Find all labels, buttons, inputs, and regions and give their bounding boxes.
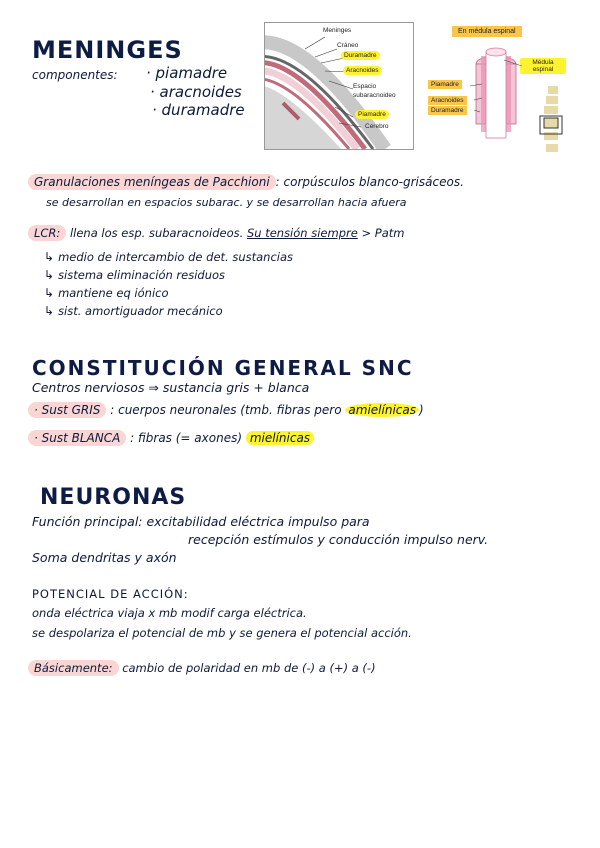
granulaciones-line1: [28, 175, 464, 189]
label-espacio: Espacio: [353, 83, 377, 90]
basicamente-label: Básicamente:: [28, 660, 119, 676]
spinal-cord-illustration: [424, 22, 584, 158]
components-label: componentes:: [32, 68, 118, 82]
sust-blanca-text: : fibras (= axones): [130, 431, 243, 445]
label-duramadre-right: Duramadre: [428, 106, 467, 115]
lcr-item-text: sist. amortiguador mecánico: [58, 304, 223, 318]
label-meninges: Meninges: [323, 27, 352, 34]
sust-gris-text: : cuerpos neuronales (tmb. fibras pero: [110, 403, 342, 417]
component-piamadre: · piamadre: [146, 64, 228, 82]
lcr-list: [44, 248, 293, 320]
granulaciones-rest: : corpúsculos blanco-grisáceos.: [275, 175, 464, 189]
lcr-line: [28, 226, 404, 240]
lcr-underlined: Su tensión siempre: [246, 226, 358, 240]
lcr-item: [44, 266, 293, 284]
arrow-icon: ↳: [44, 268, 55, 282]
lcr-item-text: mantiene eq iónico: [58, 286, 169, 300]
label-piamadre-right: Piamadre: [428, 80, 462, 89]
label-aracnoides-right: Aracnoides: [428, 96, 467, 105]
label-cerebro: Cerebro: [365, 123, 389, 130]
granulaciones-line2: se desarrollan en espacios subarac. y se desarrollan hacia afuera: [46, 196, 407, 209]
spinal-cord-diagram: [424, 22, 584, 158]
neuronas-line3: Soma dendritas y axón: [32, 550, 177, 565]
lcr-item: [44, 284, 293, 302]
component-aracnoides: · aracnoides: [150, 83, 242, 101]
component-duramadre: · duramadre: [152, 101, 245, 119]
arrow-icon: ↳: [44, 286, 55, 300]
mielinicas-highlight: mielínicas: [246, 431, 314, 445]
potencial-line2: se despolariza el potencial de mb y se genera el potencial acción.: [32, 626, 412, 640]
neuronas-title: NEURONAS: [40, 485, 187, 510]
label-piamadre: Piamadre: [355, 110, 389, 119]
lcr-item: [44, 302, 293, 320]
sust-blanca-label: · Sust BLANCA: [28, 430, 126, 446]
granulaciones-highlight: Granulaciones meníngeas de Pacchioni: [28, 174, 276, 190]
lcr-label: LCR:: [28, 225, 66, 241]
label-en-medula: En médula espinal: [452, 26, 522, 37]
basicamente-line: [28, 661, 376, 675]
constitucion-title: CONSTITUCIÓN GENERAL SNC: [32, 356, 414, 380]
sust-blanca-line: [28, 431, 314, 445]
label-medula-espinal: Médula espinal: [520, 58, 566, 74]
sust-gris-label: · Sust GRIS: [28, 402, 106, 418]
meninges-diagram: [264, 22, 414, 150]
sust-gris-end: ): [419, 403, 424, 417]
lcr-text: llena los esp. subaracnoideos.: [69, 226, 244, 240]
potencial-title: POTENCIAL DE ACCIÓN:: [32, 587, 189, 601]
label-subaracnoideo: subaracnoideo: [353, 92, 396, 99]
label-aracnoides: Aracnoides: [343, 66, 382, 75]
meninges-title: MENINGES: [32, 36, 183, 64]
arrow-icon: ↳: [44, 304, 55, 318]
lcr-item-text: sistema eliminación residuos: [58, 268, 226, 282]
lcr-item-text: medio de intercambio de det. sustancias: [58, 250, 294, 264]
arrow-icon: ↳: [44, 250, 55, 264]
constitucion-line1: Centros nerviosos ⇒ sustancia gris + blanca: [32, 380, 310, 395]
amielinicas-highlight: amielínicas: [345, 403, 419, 417]
lcr-gt: > Patm: [361, 226, 405, 240]
neuronas-line2: recepción estímulos y conducción impulso nerv.: [188, 532, 489, 547]
basicamente-text: cambio de polaridad en mb de (-) a (+) a (-): [122, 661, 376, 675]
label-craneo: Cráneo: [337, 42, 359, 49]
neuronas-line1: Función principal: excitabilidad eléctrica impulso para: [32, 514, 370, 529]
label-duramadre: Duramadre: [341, 51, 380, 60]
sust-gris-line: [28, 403, 424, 417]
potencial-line1: onda eléctrica viaja x mb modif carga eléctrica.: [32, 606, 307, 620]
lcr-item: [44, 248, 293, 266]
